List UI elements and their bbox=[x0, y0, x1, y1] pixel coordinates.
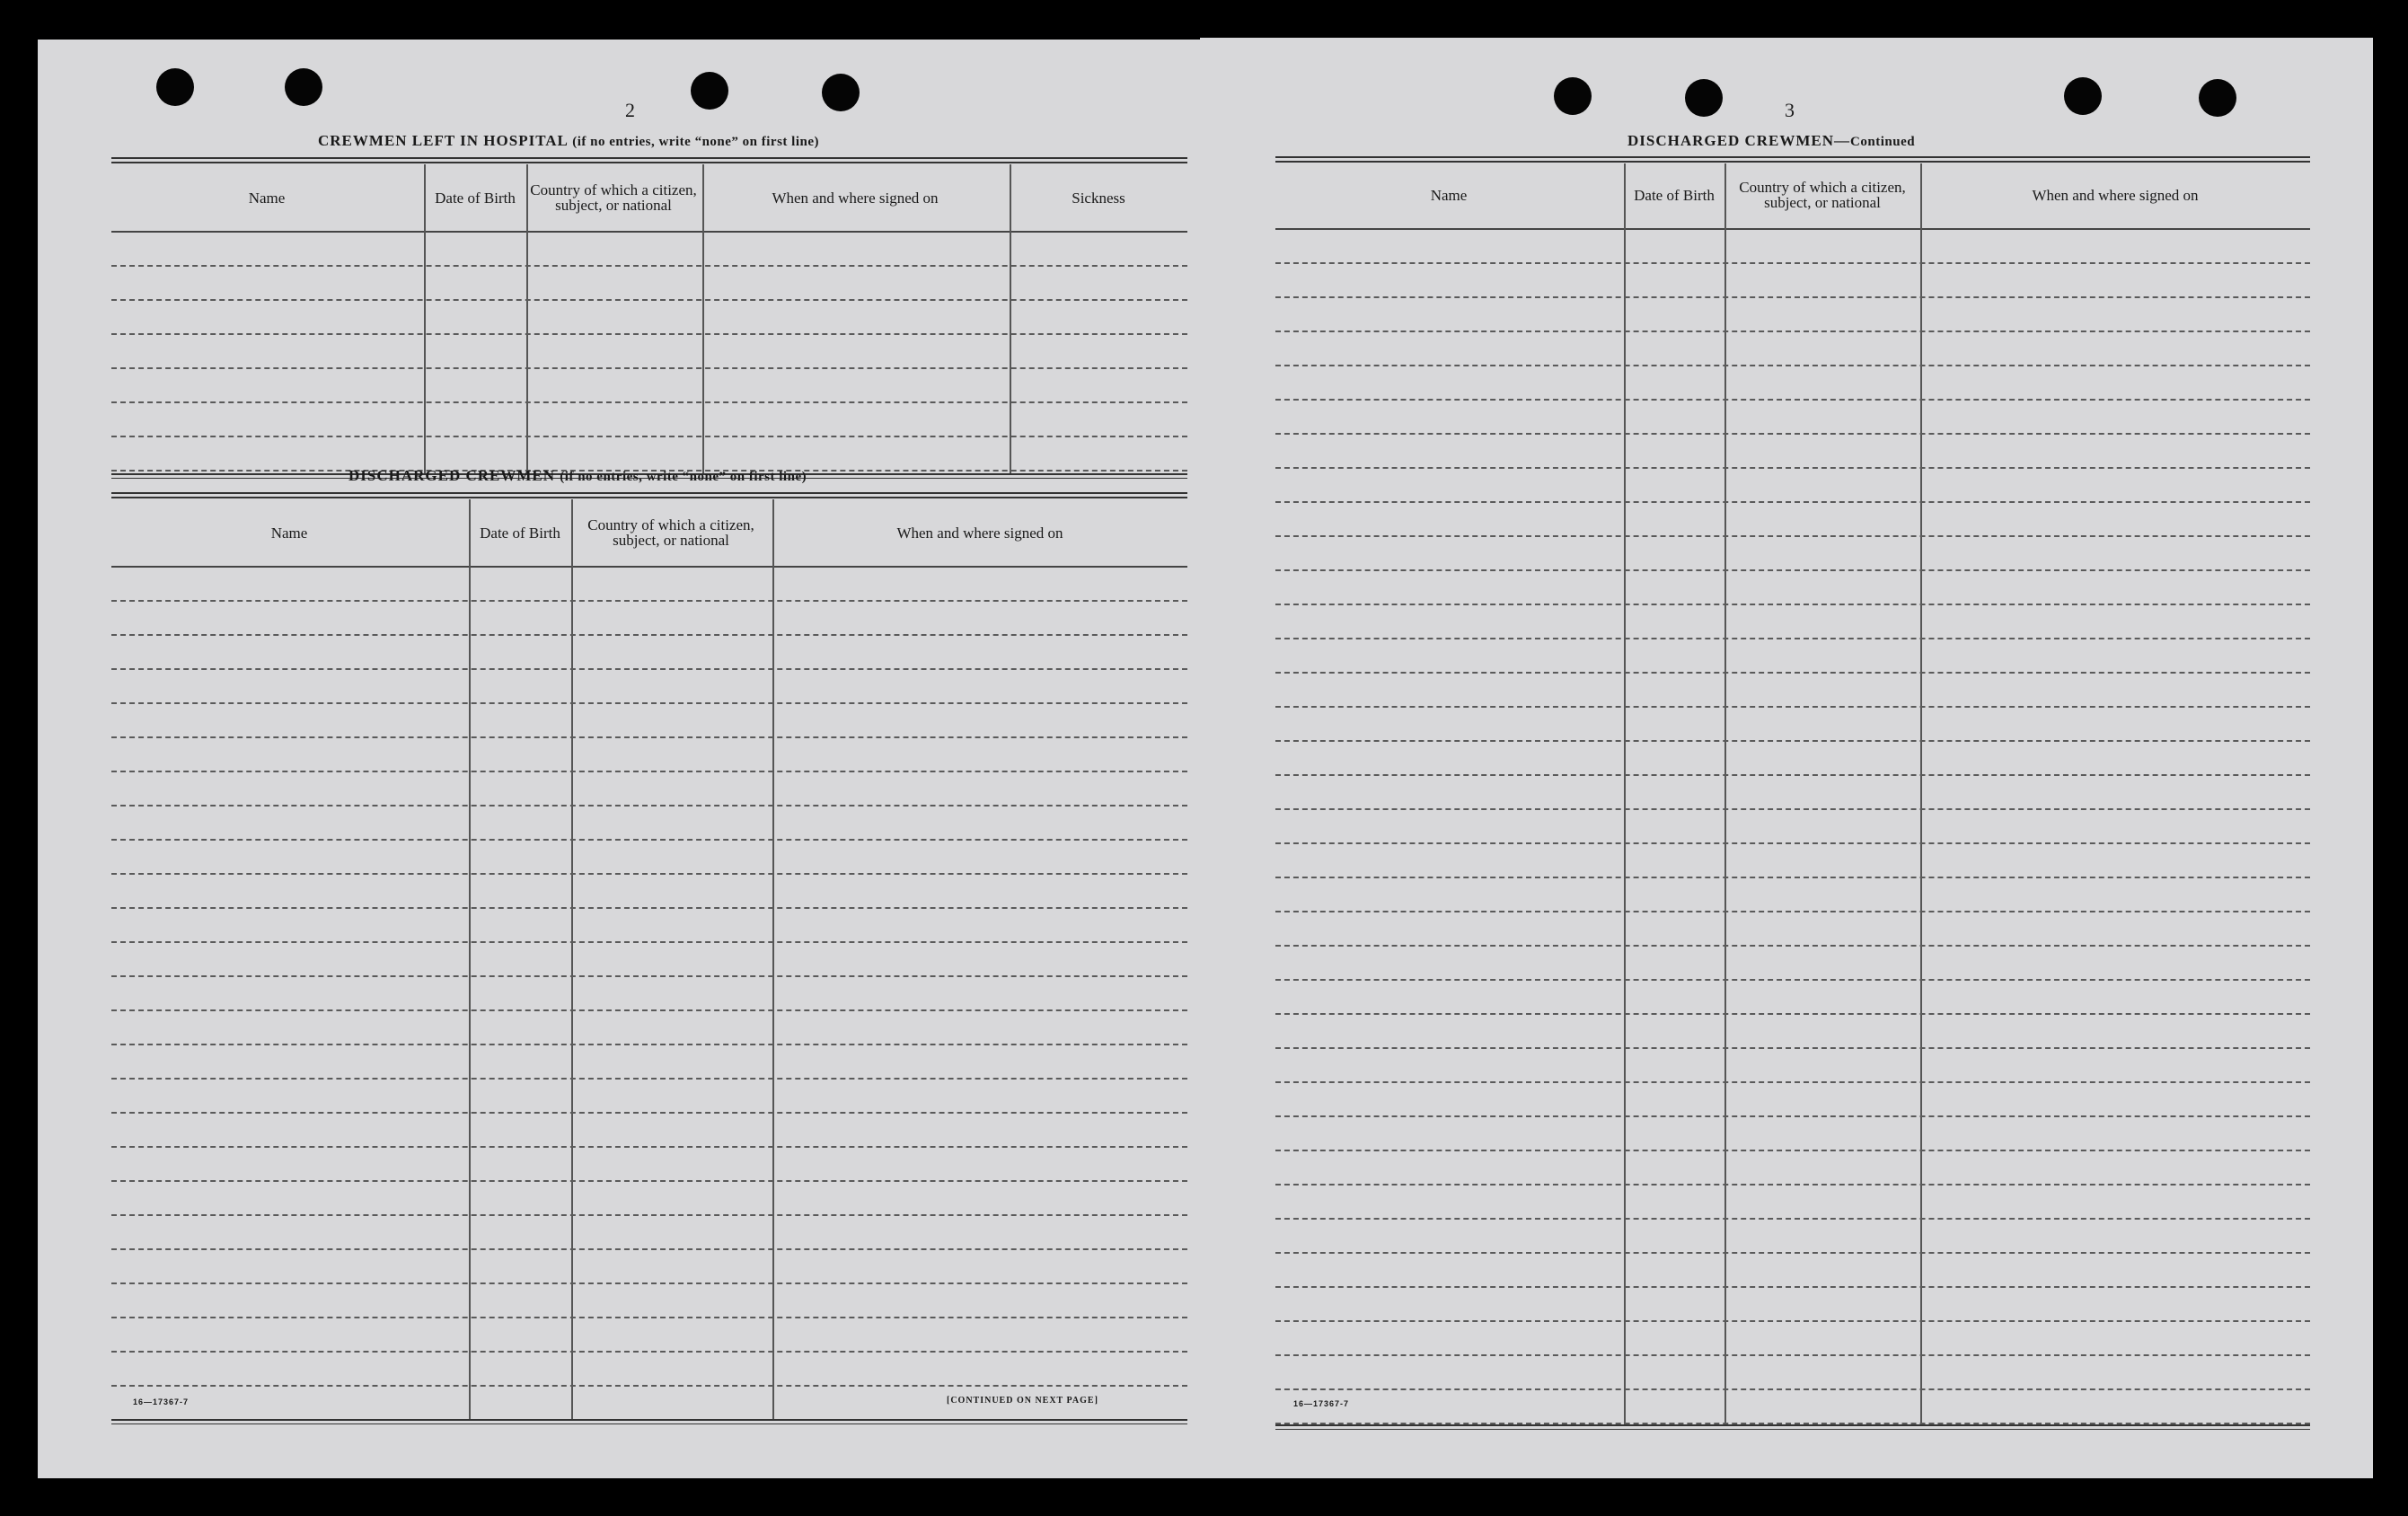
table-top-rule bbox=[1275, 161, 2310, 163]
page-number: 2 bbox=[625, 99, 635, 121]
entry-line bbox=[1275, 1047, 2310, 1049]
entry-line bbox=[111, 1044, 1187, 1045]
hospital-subtitle-text: (if no entries, write “none” on first line) bbox=[572, 135, 819, 149]
form-code: 16—17367-7 bbox=[133, 1397, 190, 1406]
entry-line bbox=[1275, 672, 2310, 674]
entry-line bbox=[111, 1385, 1187, 1387]
discharged-table bbox=[111, 492, 1187, 1428]
punch-hole bbox=[822, 74, 860, 111]
col-header-signed-on: When and where signed on bbox=[896, 524, 1063, 542]
entry-line bbox=[1275, 1013, 2310, 1015]
entry-line bbox=[111, 1009, 1187, 1011]
hospital-title-text: CREWMEN LEFT IN HOSPITAL bbox=[318, 132, 568, 149]
entry-line bbox=[1275, 1354, 2310, 1356]
col-header-dob: Date of Birth bbox=[1634, 186, 1715, 204]
entry-line bbox=[1275, 706, 2310, 708]
left-page bbox=[38, 40, 1203, 1478]
entry-line bbox=[1275, 399, 2310, 401]
entry-line bbox=[111, 975, 1187, 977]
table-top-rule bbox=[1275, 156, 2310, 158]
entry-line bbox=[111, 1180, 1187, 1182]
column-divider bbox=[702, 164, 704, 473]
entry-line bbox=[111, 333, 1187, 335]
column-divider bbox=[772, 499, 774, 1419]
entry-line bbox=[1275, 1388, 2310, 1390]
table-top-rule bbox=[111, 497, 1187, 498]
table-top-rule bbox=[111, 162, 1187, 163]
col-header-signed-on: When and where signed on bbox=[772, 189, 939, 207]
entry-line bbox=[111, 1248, 1187, 1250]
column-divider bbox=[1920, 163, 1922, 1424]
col-header-country: Country of which a citizen, subject, or national bbox=[587, 516, 754, 549]
table-top-rule bbox=[111, 157, 1187, 159]
entry-line bbox=[1275, 1115, 2310, 1117]
entry-line bbox=[1275, 262, 2310, 264]
continued-note: [CONTINUED ON NEXT PAGE] bbox=[947, 1396, 1098, 1406]
entry-line bbox=[1275, 740, 2310, 742]
entry-line bbox=[111, 736, 1187, 738]
entry-line bbox=[111, 1282, 1187, 1284]
entry-line bbox=[1275, 1286, 2310, 1288]
header-bottom-rule bbox=[111, 566, 1187, 568]
punch-hole bbox=[691, 72, 728, 110]
entry-line bbox=[111, 873, 1187, 875]
hospital-section-title bbox=[318, 132, 819, 150]
col-header-name: Name bbox=[248, 189, 286, 207]
entry-line bbox=[1275, 331, 2310, 332]
column-divider bbox=[1724, 163, 1726, 1424]
col-header-signed-on: When and where signed on bbox=[2032, 186, 2199, 204]
col-header-sickness: Sickness bbox=[1072, 189, 1125, 207]
table-top-rule bbox=[111, 492, 1187, 494]
discharged-continued-title-text: DISCHARGED CREWMEN— bbox=[1627, 132, 1851, 149]
entry-line bbox=[1275, 1184, 2310, 1185]
continued-label: Continued bbox=[1850, 135, 1916, 149]
entry-line bbox=[1275, 945, 2310, 947]
entry-line bbox=[1275, 1252, 2310, 1254]
column-divider bbox=[1010, 164, 1011, 473]
punch-hole bbox=[1554, 77, 1592, 115]
entry-line bbox=[1275, 774, 2310, 776]
entry-line bbox=[1275, 296, 2310, 298]
header-bottom-rule bbox=[1275, 228, 2310, 230]
table-bottom-rule bbox=[1275, 1429, 2310, 1430]
page-number: 3 bbox=[1785, 99, 1795, 121]
entry-line bbox=[1275, 1320, 2310, 1322]
entry-line bbox=[1275, 877, 2310, 878]
entry-line bbox=[111, 1317, 1187, 1318]
header-bottom-rule bbox=[111, 231, 1187, 233]
punch-hole bbox=[156, 68, 194, 106]
table-bottom-rule bbox=[111, 1423, 1187, 1424]
entry-line bbox=[111, 436, 1187, 437]
col-header-dob: Date of Birth bbox=[435, 189, 516, 207]
discharged-section-title bbox=[348, 467, 807, 485]
entry-line bbox=[1275, 1150, 2310, 1151]
entry-line bbox=[111, 634, 1187, 636]
discharged-subtitle-text: (if no entries, write “none” on first line) bbox=[560, 470, 807, 484]
entry-line bbox=[111, 1214, 1187, 1216]
punch-hole bbox=[1685, 79, 1723, 117]
entry-line bbox=[111, 265, 1187, 267]
entry-line bbox=[111, 907, 1187, 909]
entry-line bbox=[1275, 365, 2310, 366]
column-divider bbox=[526, 164, 528, 473]
entry-line bbox=[1275, 501, 2310, 503]
right-page bbox=[1200, 38, 2373, 1478]
entry-line bbox=[111, 1078, 1187, 1080]
discharged-continued-table bbox=[1275, 156, 2310, 1432]
entry-line bbox=[1275, 535, 2310, 537]
entry-line bbox=[111, 941, 1187, 943]
col-header-name: Name bbox=[1430, 186, 1468, 204]
discharged-continued-title bbox=[1627, 132, 1915, 150]
form-code: 16—17367-7 bbox=[1293, 1399, 1350, 1408]
entry-line bbox=[111, 1351, 1187, 1353]
entry-line bbox=[1275, 638, 2310, 639]
entry-line bbox=[1275, 467, 2310, 469]
table-bottom-rule bbox=[1275, 1424, 2310, 1426]
discharged-title-text: DISCHARGED CREWMEN bbox=[348, 467, 556, 484]
col-header-name: Name bbox=[270, 524, 308, 542]
entry-line bbox=[111, 401, 1187, 403]
column-divider bbox=[1624, 163, 1626, 1424]
entry-line bbox=[1275, 569, 2310, 571]
entry-line bbox=[111, 600, 1187, 602]
col-header-country: Country of which a citizen, subject, or national bbox=[530, 181, 697, 214]
entry-line bbox=[1275, 979, 2310, 981]
column-divider bbox=[571, 499, 573, 1419]
punch-hole bbox=[285, 68, 322, 106]
entry-line bbox=[1275, 808, 2310, 810]
entry-line bbox=[1275, 604, 2310, 605]
entry-line bbox=[111, 1112, 1187, 1114]
entry-line bbox=[1275, 433, 2310, 435]
column-divider bbox=[424, 164, 426, 473]
entry-line bbox=[111, 367, 1187, 369]
entry-line bbox=[111, 839, 1187, 841]
col-header-dob: Date of Birth bbox=[480, 524, 560, 542]
entry-line bbox=[1275, 842, 2310, 844]
punch-hole bbox=[2199, 79, 2236, 117]
entry-line bbox=[111, 805, 1187, 806]
punch-hole bbox=[2064, 77, 2102, 115]
hospital-table bbox=[111, 157, 1187, 482]
entry-line bbox=[1275, 1081, 2310, 1083]
col-header-country: Country of which a citizen, subject, or national bbox=[1739, 179, 1906, 211]
entry-line bbox=[111, 771, 1187, 772]
column-divider bbox=[469, 499, 471, 1419]
entry-line bbox=[111, 299, 1187, 301]
entry-line bbox=[111, 668, 1187, 670]
entry-line bbox=[1275, 1218, 2310, 1220]
entry-line bbox=[111, 1146, 1187, 1148]
table-bottom-rule bbox=[111, 1419, 1187, 1421]
entry-line bbox=[111, 702, 1187, 704]
entry-line bbox=[1275, 911, 2310, 912]
